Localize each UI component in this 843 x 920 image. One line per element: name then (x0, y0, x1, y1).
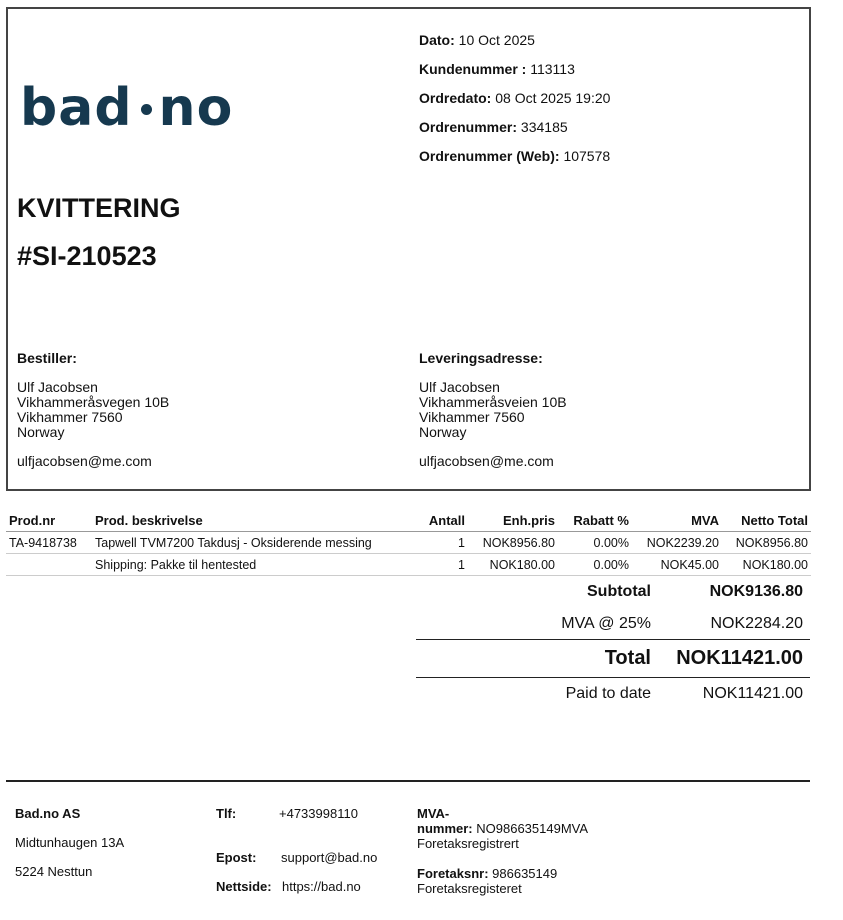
footer-divider (6, 780, 810, 782)
totals-divider-bottom (416, 677, 810, 678)
web-label: Nettside: (216, 879, 272, 894)
cell-unit-price: NOK180.00 (468, 554, 558, 576)
cell-discount: 0.00% (558, 554, 632, 576)
col-header: Prod.nr (6, 510, 92, 532)
vat-number-label-1: MVA- (417, 806, 450, 821)
company-name: Bad.no AS (15, 806, 81, 821)
email-link[interactable]: support@bad.no (281, 850, 378, 865)
company-city: 5224 Nesttun (15, 864, 93, 879)
email-label: Epost: (216, 850, 257, 865)
cell-vat: NOK2239.20 (632, 532, 722, 554)
cell-product-number: TA-9418738 (6, 532, 92, 554)
items-table (6, 510, 811, 576)
meta-date: Dato: 10 Oct 2025 (419, 32, 535, 48)
brand-logo: bad no (20, 78, 234, 138)
billing-country: Norway (17, 424, 65, 440)
phone-label: Tlf: (216, 806, 237, 821)
phone-value: +4733998110 (279, 806, 358, 821)
meta-web-order-number: Ordrenummer (Web): 107578 (419, 148, 611, 164)
cell-quantity: 1 (412, 532, 468, 554)
vat-note: Foretaksregistrert (417, 836, 519, 851)
billing-address (17, 351, 169, 469)
totals-divider-top (416, 639, 810, 640)
paid-row (416, 685, 810, 705)
cell-unit-price: NOK8956.80 (468, 532, 558, 554)
col-header: Prod. beskrivelse (92, 510, 412, 532)
logo-dot-icon (141, 104, 152, 115)
table-row (6, 554, 811, 576)
cell-discount: 0.00% (558, 532, 632, 554)
col-header: Rabatt % (558, 510, 632, 532)
order-meta (419, 31, 610, 176)
total-label: Total (604, 647, 651, 669)
total-row (416, 647, 810, 673)
org-note: Foretaksregisteret (417, 881, 522, 896)
company-street: Midtunhaugen 13A (15, 835, 125, 850)
vat-label: MVA @ 25% (561, 615, 651, 632)
meta-customer-number: Kundenummer : 113113 (419, 61, 575, 77)
col-header: Enh.pris (468, 510, 558, 532)
col-header: Antall (412, 510, 468, 532)
total-value: NOK11421.00 (676, 647, 803, 669)
billing-email: ulfjacobsen@me.com (17, 453, 152, 469)
vat-number-label-2: nummer: (417, 821, 473, 836)
cell-net-total: NOK8956.80 (722, 532, 811, 554)
subtotal-row (416, 583, 810, 603)
shipping-country: Norway (419, 424, 467, 440)
billing-name: Ulf Jacobsen (17, 379, 98, 395)
web-link[interactable]: https://bad.no (282, 879, 361, 894)
paid-label: Paid to date (565, 685, 651, 702)
col-header: Netto Total (722, 510, 811, 532)
subtotal-value: NOK9136.80 (709, 583, 803, 600)
cell-description: Tapwell TVM7200 Takdusj - Oksiderende messing (92, 532, 412, 554)
footer-contact (216, 806, 406, 898)
vat-number: NO986635149MVA (476, 821, 589, 836)
document-number: #SI-210523 (17, 241, 157, 271)
shipping-email: ulfjacobsen@me.com (419, 453, 554, 469)
vat-row (416, 615, 810, 635)
col-header: MVA (632, 510, 722, 532)
footer-registration (417, 806, 588, 896)
cell-description: Shipping: Pakke til hentested (92, 554, 412, 576)
cell-vat: NOK45.00 (632, 554, 722, 576)
table-header-row (6, 510, 811, 532)
cell-product-number (6, 554, 92, 576)
org-number: 986635149 (492, 866, 558, 881)
subtotal-label: Subtotal (587, 583, 651, 600)
shipping-address (419, 351, 567, 469)
paid-value: NOK11421.00 (702, 685, 803, 702)
meta-order-number: Ordrenummer: 334185 (419, 119, 568, 135)
shipping-street: Vikhammeråsveien 10B (419, 394, 567, 410)
table-row (6, 532, 811, 554)
vat-value: NOK2284.20 (710, 615, 803, 632)
billing-city: Vikhammer 7560 (17, 409, 123, 425)
footer-company (15, 806, 124, 879)
cell-quantity: 1 (412, 554, 468, 576)
meta-order-date: Ordredato: 08 Oct 2025 19:20 (419, 90, 611, 106)
shipping-heading: Leveringsadresse: (419, 350, 543, 366)
shipping-city: Vikhammer 7560 (419, 409, 525, 425)
document-title: KVITTERING (17, 193, 181, 223)
billing-street: Vikhammeråsvegen 10B (17, 394, 170, 410)
cell-net-total: NOK180.00 (722, 554, 811, 576)
billing-heading: Bestiller: (17, 350, 77, 366)
shipping-name: Ulf Jacobsen (419, 379, 500, 395)
org-number-label: Foretaksnr: (417, 866, 489, 881)
